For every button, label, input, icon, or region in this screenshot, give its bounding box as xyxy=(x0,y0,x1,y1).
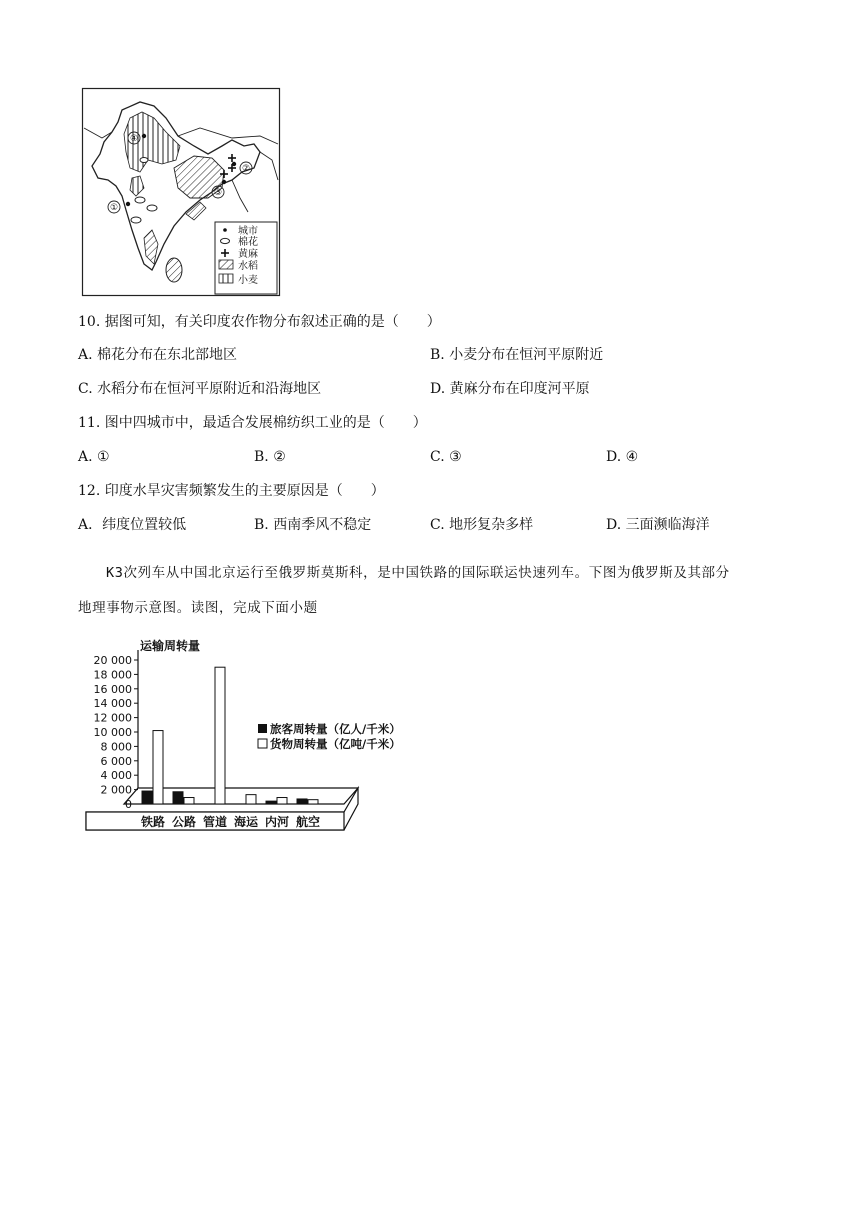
y-tick-label: 14 000 xyxy=(93,697,132,711)
y-tick-label: 4 000 xyxy=(100,769,132,783)
question-10-stem: 10. 据图可知，有关印度农作物分布叙述正确的是（ ） xyxy=(78,314,441,330)
passenger-bar-1 xyxy=(142,791,152,804)
cotton-symbol xyxy=(131,217,141,223)
passenger-bar-2 xyxy=(173,792,183,804)
map-label-4: ④ xyxy=(129,134,139,144)
question-10-option-b[interactable]: B. 小麦分布在恒河平原附近 xyxy=(430,347,604,363)
x-category-label: 管道 xyxy=(202,815,228,829)
freight-bar-5 xyxy=(277,798,287,804)
map-legend xyxy=(215,222,277,294)
legend-wheat: 小麦 xyxy=(238,275,258,286)
x-category-label: 公路 xyxy=(171,815,197,829)
freight-bar-6 xyxy=(308,800,318,804)
passenger-bar-6 xyxy=(297,799,307,804)
question-12-option-a[interactable]: A．纬度位置较低 xyxy=(78,517,187,533)
legend-city: 城市 xyxy=(238,226,258,237)
cotton-symbol xyxy=(135,197,145,203)
question-12-option-d[interactable]: D. 三面濒临海洋 xyxy=(606,517,710,533)
x-category-label: 海运 xyxy=(233,815,259,829)
legend-jute: 黄麻 xyxy=(238,249,258,260)
x-category-label: 内河 xyxy=(264,815,290,829)
question-12-option-b[interactable]: B. 西南季风不稳定 xyxy=(254,517,372,533)
question-11-option-d[interactable]: D. ④ xyxy=(606,449,639,465)
map-label-2: ② xyxy=(241,164,251,174)
x-category-label: 铁路 xyxy=(140,815,166,829)
india-crop-map xyxy=(82,88,280,296)
passage-line-1: K3次列车从中国北京运行至俄罗斯莫斯科，是中国铁路的国际联运快速列车。下图为俄罗斯及其部分 xyxy=(106,565,730,581)
legend-passenger-swatch xyxy=(258,724,267,733)
question-10-option-c[interactable]: C. 水稻分布在恒河平原附近和沿海地区 xyxy=(78,381,322,397)
question-11-option-a[interactable]: A. ① xyxy=(78,449,110,465)
y-tick-label: 0 xyxy=(125,798,132,811)
question-10-option-d[interactable]: D. 黄麻分布在印度河平原 xyxy=(430,381,590,397)
y-tick-label: 8 000 xyxy=(100,740,132,754)
legend-rice: 水稻 xyxy=(238,261,258,272)
y-tick-label: 16 000 xyxy=(93,682,132,696)
y-tick-label: 20 000 xyxy=(93,654,132,667)
freight-bar-1 xyxy=(153,731,163,804)
x-category-label: 航空 xyxy=(295,815,321,829)
y-tick-label: 10 000 xyxy=(93,726,132,739)
question-11-option-c[interactable]: C. ③ xyxy=(430,449,462,465)
legend-freight-swatch xyxy=(258,739,267,748)
cotton-symbol xyxy=(147,205,157,211)
passenger-bar-5 xyxy=(266,801,276,804)
question-10-option-a[interactable]: A. 棉花分布在东北部地区 xyxy=(78,347,238,363)
transport-turnover-chart xyxy=(82,636,401,832)
question-12-option-c[interactable]: C. 地形复杂多样 xyxy=(430,517,534,533)
city-dot xyxy=(126,202,130,206)
map-label-1: ① xyxy=(109,203,119,213)
city-dot xyxy=(222,180,226,184)
freight-bar-4 xyxy=(246,795,256,804)
freight-bar-2 xyxy=(184,798,194,804)
question-11-stem: 11. 图中四城市中，最适合发展棉纺织工业的是（ ） xyxy=(78,415,427,431)
freight-bar-3 xyxy=(215,667,225,804)
city-dot xyxy=(232,162,236,166)
y-tick-label: 18 000 xyxy=(93,668,132,682)
legend-cotton: 棉花 xyxy=(238,237,258,248)
y-tick-label: 2 000 xyxy=(100,783,132,797)
city-dot xyxy=(142,134,146,138)
sri-lanka xyxy=(166,258,182,282)
map-label-3: ③ xyxy=(213,188,223,198)
y-tick-label: 12 000 xyxy=(93,711,132,725)
cotton-symbol xyxy=(140,158,148,163)
legend-freight-label: 货物周转量（亿吨/千米） xyxy=(270,737,401,751)
passage-line-2: 地理事物示意图。读图，完成下面小题 xyxy=(78,600,318,616)
y-tick-label: 6 000 xyxy=(100,754,132,768)
question-11-option-b[interactable]: B. ② xyxy=(254,449,286,465)
chart-title: 运输周转量 xyxy=(140,639,201,653)
legend-passenger-label: 旅客周转量（亿人/千米） xyxy=(270,722,401,736)
question-12-stem: 12. 印度水旱灾害频繁发生的主要原因是（ ） xyxy=(78,483,385,499)
